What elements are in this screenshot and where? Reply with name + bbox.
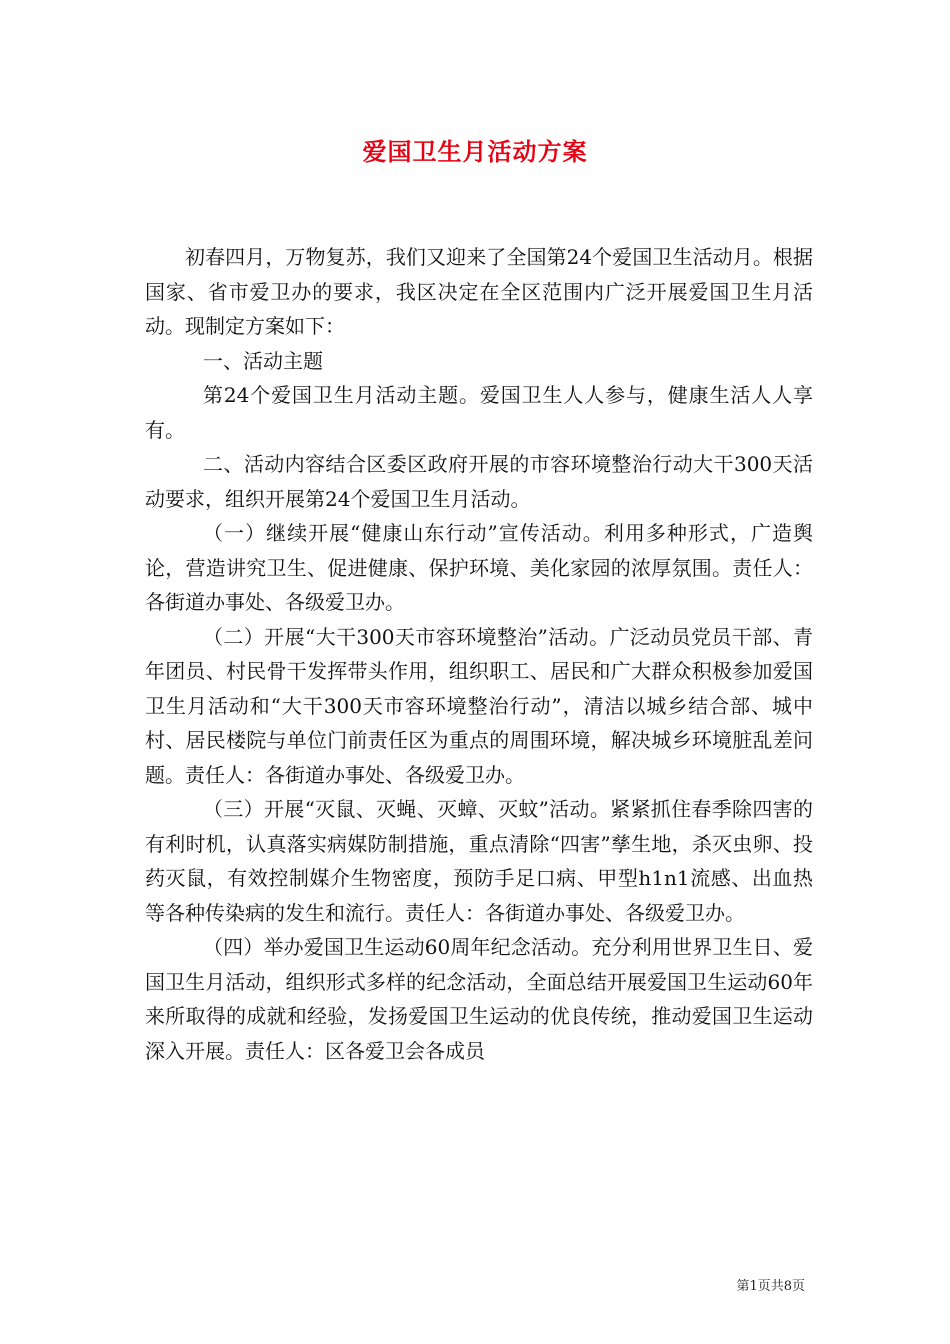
paragraph-item-2: （二）开展“大干300天市容环境整治”活动。广泛动员党员干部、青年团员、村民骨干发挥带头作用，组织职工、居民和广大群众积极参加爱国卫生月活动和“大干300天市容环境整治行动”，清洁以城乡结合部、城中村、居民楼院与单位门前责任区为重点的周围环境，解决城乡环境脏乱差问题。责任人：各街道办事处、各级爱卫办。 — [145, 624, 813, 787]
paragraph-item-4: （四）举办爱国卫生运动60周年纪念活动。充分利用世界卫生日、爱国卫生月活动，组织形式多样的纪念活动，全面总结开展爱国卫生运动60年来所取得的成就和经验，发扬爱国卫生运动的优良传统，推动爱国卫生运动深入开展。责任人：区各爱卫会各成员 — [145, 935, 813, 1063]
paragraph-item-3: （三）开展“灭鼠、灭蝇、灭蟑、灭蚊”活动。紧紧抓住春季除四害的有利时机，认真落实病媒防制措施，重点清除“四害”孳生地，杀灭虫卵、投药灭鼠，有效控制媒介生物密度，预防手足口病、甲型h1n1流感、出血热等各种传染病的发生和流行。责任人：各街道办事处、各级爱卫办。 — [145, 797, 813, 925]
paragraph-theme: 第24个爱国卫生月活动主题。爱国卫生人人参与，健康生活人人享有。 — [145, 383, 813, 442]
paragraph-item-1: （一）继续开展“健康山东行动”宣传活动。利用多种形式，广造舆论，营造讲究卫生、促进健康、保护环境、美化家园的浓厚氛围。责任人：各街道办事处、各级爱卫办。 — [145, 521, 813, 614]
section-heading-content: 二、活动内容结合区委区政府开展的市容环境整治行动大干300天活动要求，组织开展第24个爱国卫生月活动。 — [145, 452, 813, 511]
page-number: 第1页共8页 — [736, 1279, 805, 1294]
section-heading-theme: 一、活动主题 — [203, 348, 323, 373]
document-body — [145, 240, 813, 1068]
paragraph-intro: 初春四月，万物复苏，我们又迎来了全国第24个爱国卫生活动月。根据国家、省市爱卫办的要求，我区决定在全区范围内广泛开展爱国卫生月活动。现制定方案如下： — [145, 245, 813, 338]
document-title: 爱国卫生月活动方案 — [362, 137, 588, 166]
